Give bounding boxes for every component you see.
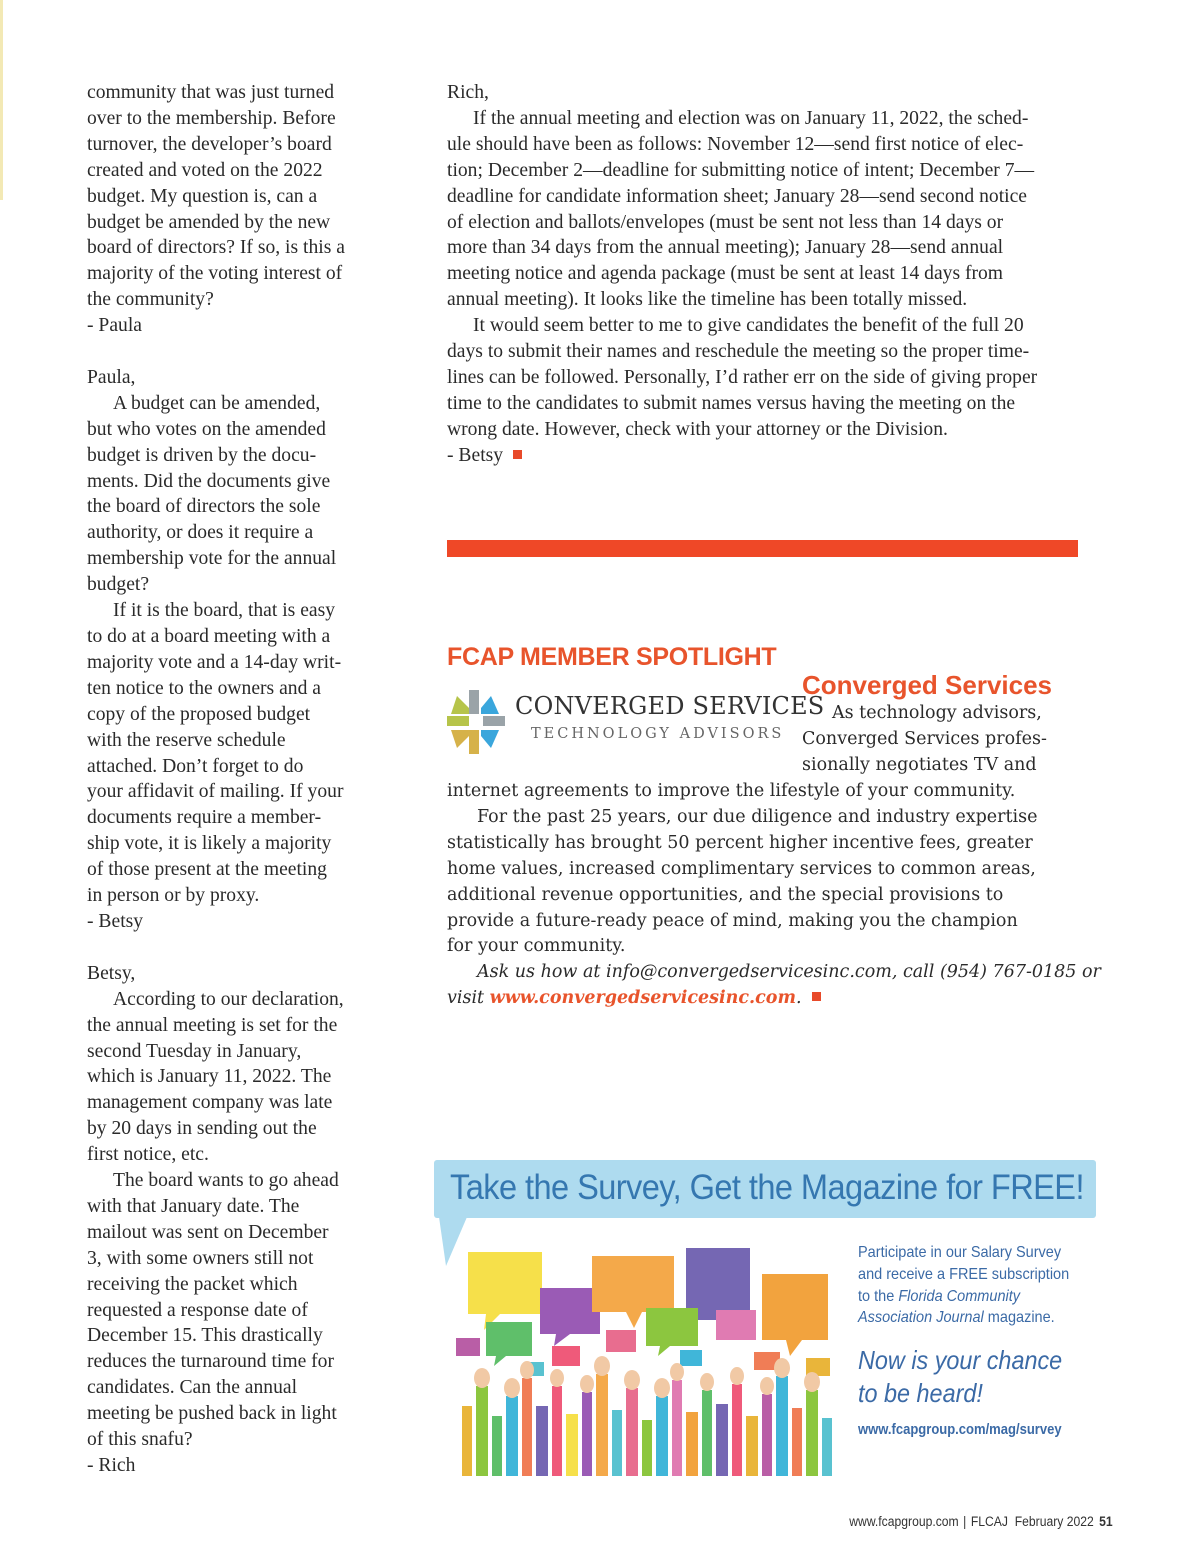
text-line: budget is driven by the docu- [87, 444, 317, 466]
text-line: Now is your chance [858, 1345, 1063, 1375]
logo-tagline: TECHNOLOGY ADVISORS [531, 726, 785, 742]
text-line: documents require a member- [87, 807, 322, 829]
text-line: It would seem better to me to give candidates the benefit of the full 20 [473, 315, 1024, 337]
text-line: provide a future-ready peace of mind, making you the champion [447, 910, 1018, 931]
text-line: annual meeting). It looks like the timeline has been totally missed. [447, 289, 968, 311]
text-line: ments. Did the documents give [87, 470, 331, 492]
period: . [796, 988, 802, 1009]
contact-line: Ask us how at info@convergedservicesinc.com, call (954) 767-0185 or [477, 962, 1101, 983]
text-line: mailout was sent on December [87, 1221, 329, 1243]
text-line: meeting notice and agenda package (must be sent at least 14 days from [447, 263, 1004, 285]
text-line: statistically has brought 50 percent higher incentive fees, greater [447, 832, 1033, 853]
answer-paragraph-2 [447, 313, 1079, 443]
visit-text: visit [447, 988, 490, 1009]
company-title: Converged Services [802, 670, 1053, 700]
text-line: for your community. [447, 936, 626, 957]
text-line: requested a response date of [87, 1299, 308, 1321]
text-line: management company was late [87, 1092, 333, 1114]
text-line: by 20 days in sending out the [87, 1118, 317, 1140]
survey-link[interactable]: www.fcapgroup.com/mag/survey [858, 1422, 1062, 1438]
text-line: over to the membership. Before [87, 107, 336, 129]
logo-name: CONVERGED SERVICES [515, 692, 825, 720]
magazine-name: Florida Community [898, 1287, 1021, 1305]
text-line: internet agreements to improve the lifestyle of your community. [447, 781, 1016, 801]
text-line: authority, or does it require a [87, 522, 314, 544]
text-line: membership vote for the annual [87, 548, 337, 570]
page-footer [850, 1514, 1113, 1529]
signature-text: - Betsy [447, 444, 504, 466]
ad-description [858, 1242, 1098, 1329]
text-line: ten notice to the owners and a [87, 677, 321, 699]
page-edge-mark [0, 0, 3, 200]
text-line: ship vote, it is likely a majority [87, 833, 332, 855]
text-line: A budget can be amended, [113, 392, 321, 414]
text-line: The board wants to go ahead [113, 1170, 339, 1192]
text-line: budget be amended by the new [87, 211, 331, 233]
text-line: with that January date. The [87, 1195, 300, 1217]
text-fragment: magazine. [983, 1309, 1055, 1327]
right-column [447, 80, 1079, 469]
text-line: lines can be followed. Personally, I’d rather err on the side of giving proper [447, 366, 1038, 388]
text-line: wrong date. However, check with your attorney or the Division. [447, 418, 948, 440]
left-column [87, 80, 372, 1479]
question-paula [87, 80, 372, 339]
survey-advertisement [434, 1160, 1098, 1480]
text-fragment: to the [858, 1287, 899, 1305]
text-line: budget? [87, 574, 150, 596]
speech-bubbles-hands-illustration [456, 1246, 844, 1476]
text-line: but who votes on the amended [87, 418, 326, 440]
text-line: receiving the packet which [87, 1273, 298, 1295]
text-line: majority vote and a 14-day writ- [87, 651, 342, 673]
text-line: Converged Services profes- [802, 728, 1047, 749]
text-line: 3, with some owners still not [87, 1247, 314, 1269]
text-line: attached. Don’t forget to do [87, 755, 304, 777]
end-mark-icon [513, 450, 522, 459]
text-line: deadline for candidate information sheet; January 28—send second notice [447, 185, 1027, 207]
text-line: which is January 11, 2022. The [87, 1066, 332, 1088]
contact-visit-line [447, 986, 1087, 1012]
logo-mark-icon [447, 690, 509, 754]
text-line: more than 34 days from the annual meeting); January 28—send annual [447, 237, 1004, 259]
text-line: tion; December 2—deadline for submitting notice of intent; December 7— [447, 159, 1035, 181]
text-line: turnover, the developer’s board [87, 133, 332, 155]
text-line: time to the candidates to submit names versus having the meeting on the [447, 392, 1016, 414]
text-line: of this snafu? [87, 1429, 193, 1451]
text-line: candidates. Can the annual [87, 1377, 298, 1399]
footer-date: February 2022 [1015, 1514, 1095, 1529]
text-line: If it is the board, that is easy [113, 600, 336, 622]
text-line: copy of the proposed budget [87, 703, 311, 725]
text-line: majority of the voting interest of [87, 263, 343, 285]
text-line: in person or by proxy. [87, 885, 260, 907]
spotlight-heading: FCAP MEMBER SPOTLIGHT [447, 643, 777, 671]
salutation: Paula, [87, 366, 136, 388]
ad-call-to-action [858, 1344, 1098, 1410]
signature: - Rich [87, 1455, 136, 1476]
page-number: 51 [1099, 1514, 1113, 1529]
salutation: Betsy, [87, 962, 136, 984]
text-line: meeting be pushed back in light [87, 1403, 337, 1425]
ad-title: Take the Survey, Get the Magazine for FREE! [450, 1168, 1084, 1207]
signature: - Paula [87, 315, 142, 337]
text-line: If the annual meeting and election was on January 11, 2022, the sched- [473, 107, 1029, 129]
text-line: created and voted on the 2022 [87, 159, 323, 181]
text-line: December 15. This drastically [87, 1325, 323, 1347]
text-line: your affidavit of mailing. If your [87, 781, 344, 803]
text-line: of those present at the meeting [87, 859, 327, 881]
text-line: Participate in our Salary Survey [858, 1244, 1062, 1261]
text-line: the community? [87, 289, 214, 311]
section-divider-bar [447, 540, 1078, 557]
answer-paragraph-1 [447, 106, 1079, 313]
text-line: first notice, etc. [87, 1144, 209, 1166]
question-rich [87, 961, 372, 1479]
text-line [858, 1307, 1081, 1329]
signature: - Betsy [87, 910, 144, 932]
text-line: home values, increased complimentary services to common areas, [447, 858, 1036, 879]
spotlight-body [447, 779, 1101, 1012]
text-line: board of directors? If so, is this a [87, 237, 345, 259]
website-link[interactable]: www.convergedservicesinc.com [489, 988, 796, 1009]
footer-site: www.fcapgroup.com [849, 1514, 959, 1529]
text-line: ule should have been as follows: November 12—send first notice of elec- [447, 133, 1024, 155]
text-line: budget. My question is, can a [87, 185, 318, 207]
text-line: sionally negotiates TV and [802, 754, 1037, 775]
salutation: Rich, [447, 82, 489, 103]
text-line: to do at a board meeting with a [87, 626, 331, 648]
text-line: additional revenue opportunities, and the special provisions to [447, 884, 1004, 905]
ad-banner [434, 1160, 1096, 1218]
text-line: days to submit their names and reschedule the meeting so the proper time- [447, 341, 1030, 363]
text-line: community that was just turned [87, 82, 335, 103]
footer-separator: | [963, 1514, 967, 1529]
text-line: As technology advisors, [832, 703, 1042, 723]
footer-publication: FLCAJ [971, 1514, 1009, 1529]
text-line: and receive a FREE subscription [858, 1265, 1070, 1283]
text-line: the annual meeting is set for the [87, 1014, 338, 1036]
text-line: with the reserve schedule [87, 729, 286, 751]
spotlight-intro [802, 701, 1057, 779]
text-line [858, 1286, 1081, 1308]
text-line: For the past 25 years, our due diligence and industry expertise [477, 806, 1038, 827]
signature-betsy [447, 443, 1079, 469]
answer-to-paula [87, 365, 372, 935]
end-mark-icon [812, 992, 821, 1001]
text-line: the board of directors the sole [87, 496, 321, 518]
text-line: reduces the turnaround time for [87, 1351, 335, 1373]
text-line: of election and ballots/envelopes (must be sent not less than 14 days or [447, 211, 1004, 233]
text-line: According to our declaration, [113, 988, 344, 1010]
magazine-name: Association Journal [858, 1309, 984, 1327]
text-line: second Tuesday in January, [87, 1040, 302, 1062]
converged-services-logo [447, 690, 825, 754]
text-line: to be heard! [858, 1378, 983, 1408]
